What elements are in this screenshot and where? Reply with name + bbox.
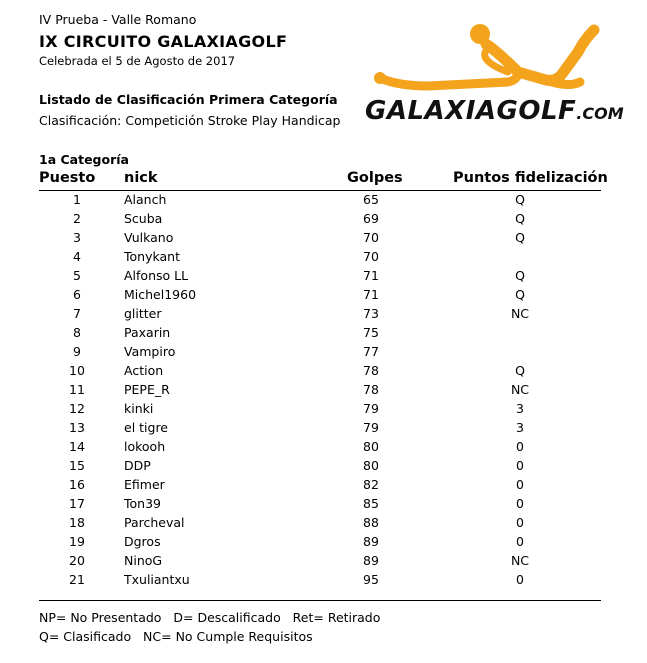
table-row [0, 304, 647, 323]
nick-cell: Vampiro [124, 344, 176, 359]
event-name: IV Prueba - Valle Romano [39, 12, 197, 27]
golpes-cell: 71 [363, 287, 379, 302]
position-cell: 11 [69, 382, 85, 397]
puntos-cell: Q [515, 363, 525, 378]
nick-cell: glitter [124, 306, 162, 321]
position-cell: 2 [73, 211, 81, 226]
table-row [0, 494, 647, 513]
table-row [0, 247, 647, 266]
position-cell: 9 [73, 344, 81, 359]
golpes-cell: 71 [363, 268, 379, 283]
golpes-cell: 78 [363, 382, 379, 397]
category-label: 1a Categoría [39, 152, 129, 167]
puntos-cell: NC [510, 382, 530, 397]
golpes-cell: 80 [363, 439, 379, 454]
position-cell: 6 [73, 287, 81, 302]
golpes-cell: 65 [363, 192, 379, 207]
nick-cell: Parcheval [124, 515, 185, 530]
position-cell: 1 [73, 192, 81, 207]
table-row [0, 342, 647, 361]
golpes-cell: 70 [363, 249, 379, 264]
golpes-cell: 70 [363, 230, 379, 245]
galaxiagolf-logo-text: GALAXIAGOLF.COM [365, 96, 624, 126]
puntos-cell: Q [515, 287, 525, 302]
nick-cell: PEPE_R [124, 382, 170, 397]
nick-cell: Paxarin [124, 325, 171, 340]
position-cell: 10 [69, 363, 85, 378]
position-cell: 5 [73, 268, 81, 283]
position-cell: 16 [69, 477, 85, 492]
classification-type: Clasificación: Competición Stroke Play Handicap [39, 113, 341, 128]
nick-cell: Alfonso LL [124, 268, 189, 283]
classification-table [0, 190, 647, 589]
golpes-cell: 78 [363, 363, 379, 378]
nick-cell: Vulkano [124, 230, 174, 245]
puntos-cell: 0 [516, 458, 524, 473]
golpes-cell: 88 [363, 515, 379, 530]
puntos-cell: NC [510, 306, 530, 321]
position-cell: 14 [69, 439, 85, 454]
puntos-cell: Q [515, 268, 525, 283]
table-row [0, 513, 647, 532]
position-cell: 7 [73, 306, 81, 321]
circuit-title: IX CIRCUITO GALAXIAGOLF [39, 32, 288, 51]
puntos-cell: 0 [516, 496, 524, 511]
golpes-cell: 89 [363, 534, 379, 549]
puntos-cell: 0 [516, 515, 524, 530]
table-row [0, 209, 647, 228]
event-date: Celebrada el 5 de Agosto de 2017 [39, 54, 236, 68]
golpes-cell: 75 [363, 325, 379, 340]
column-header-golpes: Golpes [347, 170, 403, 186]
column-header-puntos: Puntos fidelización [453, 170, 608, 186]
column-header-nick: nick [124, 170, 158, 186]
nick-cell: Efimer [124, 477, 165, 492]
puntos-cell: Q [515, 230, 525, 245]
position-cell: 20 [69, 553, 85, 568]
legend-line-2: Q= Clasificado NC= No Cumple Requisitos [39, 629, 313, 644]
position-cell: 3 [73, 230, 81, 245]
golpes-cell: 79 [363, 420, 379, 435]
table-row [0, 285, 647, 304]
golpes-cell: 80 [363, 458, 379, 473]
golpes-cell: 82 [363, 477, 379, 492]
table-row [0, 532, 647, 551]
puntos-cell: 3 [516, 420, 524, 435]
nick-cell: Tonykant [124, 249, 180, 264]
nick-cell: Action [124, 363, 164, 378]
golpes-cell: 69 [363, 211, 379, 226]
position-cell: 18 [69, 515, 85, 530]
nick-cell: kinki [124, 401, 154, 416]
golpes-cell: 85 [363, 496, 379, 511]
puntos-cell: Q [515, 211, 525, 226]
position-cell: 13 [69, 420, 85, 435]
puntos-cell: 0 [516, 534, 524, 549]
column-header-puesto: Puesto [39, 170, 96, 186]
table-row [0, 399, 647, 418]
puntos-cell: 0 [516, 477, 524, 492]
position-cell: 15 [69, 458, 85, 473]
golpes-cell: 79 [363, 401, 379, 416]
nick-cell: DDP [124, 458, 151, 473]
puntos-cell: Q [515, 192, 525, 207]
position-cell: 21 [69, 572, 85, 587]
golpes-cell: 73 [363, 306, 379, 321]
listing-title: Listado de Clasificación Primera Categoría [39, 92, 338, 107]
golpes-cell: 95 [363, 572, 379, 587]
nick-cell: Michel1960 [124, 287, 197, 302]
table-row [0, 456, 647, 475]
table-row [0, 437, 647, 456]
position-cell: 12 [69, 401, 85, 416]
table-row [0, 228, 647, 247]
table-row [0, 361, 647, 380]
table-row [0, 380, 647, 399]
nick-cell: Scuba [124, 211, 163, 226]
table-row [0, 190, 647, 209]
table-row [0, 475, 647, 494]
nick-cell: lokooh [124, 439, 166, 454]
puntos-cell: 3 [516, 401, 524, 416]
puntos-cell: NC [510, 553, 530, 568]
legend-line-1: NP= No Presentado D= Descalificado Ret= Retirado [39, 610, 381, 625]
golpes-cell: 89 [363, 553, 379, 568]
table-row [0, 551, 647, 570]
position-cell: 4 [73, 249, 81, 264]
nick-cell: Alanch [124, 192, 167, 207]
position-cell: 8 [73, 325, 81, 340]
position-cell: 17 [69, 496, 85, 511]
nick-cell: el tigre [124, 420, 169, 435]
table-row [0, 266, 647, 285]
table-row [0, 323, 647, 342]
footer-divider [39, 600, 601, 601]
nick-cell: Txuliantxu [124, 572, 190, 587]
puntos-cell: 0 [516, 572, 524, 587]
golpes-cell: 77 [363, 344, 379, 359]
nick-cell: Ton39 [124, 496, 161, 511]
table-row [0, 418, 647, 437]
position-cell: 19 [69, 534, 85, 549]
table-row [0, 570, 647, 589]
puntos-cell: 0 [516, 439, 524, 454]
nick-cell: Dgros [124, 534, 161, 549]
nick-cell: NinoG [124, 553, 163, 568]
